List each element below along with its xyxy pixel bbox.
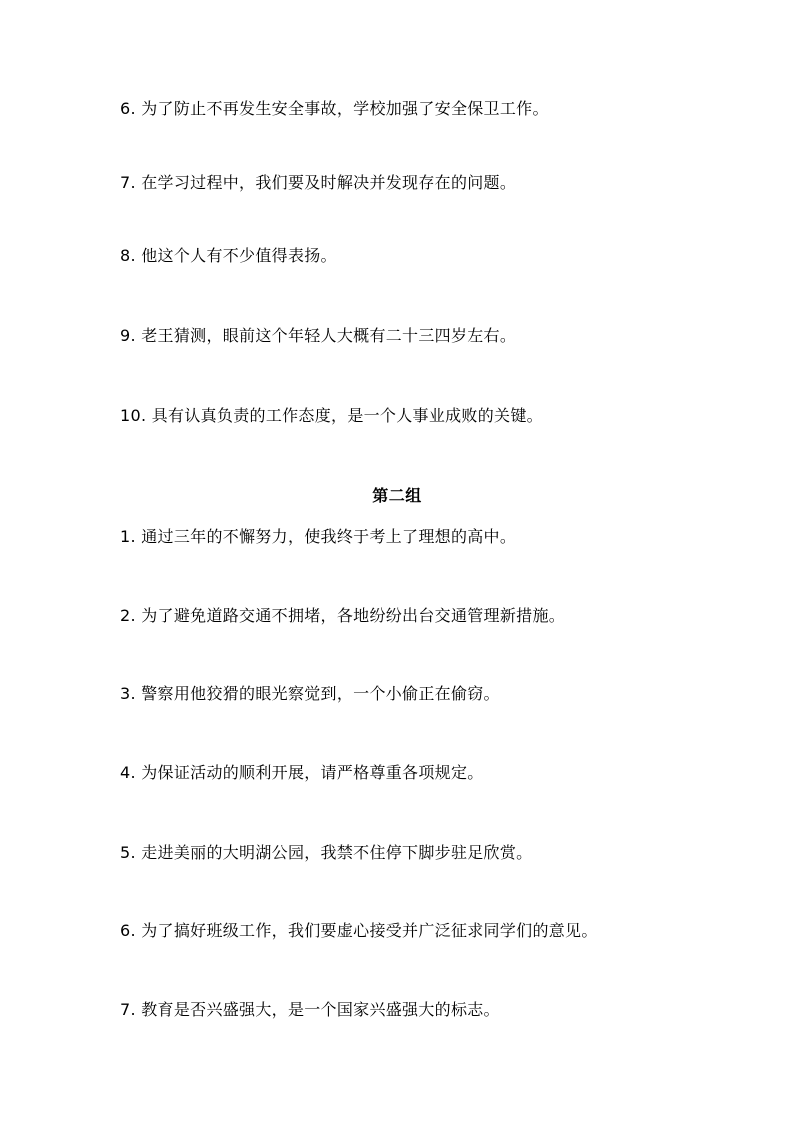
sentence-item-g1-9: 9. 老王猜测，眼前这个年轻人大概有二十三四岁左右。 — [120, 326, 517, 345]
sentence-item-g2-7: 7. 教育是否兴盛强大，是一个国家兴盛强大的标志。 — [120, 1000, 500, 1019]
sentence-item-g1-7: 7. 在学习过程中，我们要及时解决并发现存在的问题。 — [120, 173, 517, 192]
sentence-item-g2-1: 1. 通过三年的不懈努力，使我终于考上了理想的高中。 — [120, 527, 517, 546]
sentence-item-g2-3: 3. 警察用他狡猾的眼光察觉到，一个小偷正在偷窃。 — [120, 684, 500, 703]
section-heading-group2: 第二组 — [372, 486, 422, 505]
sentence-item-g1-6: 6. 为了防止不再发生安全事故，学校加强了安全保卫工作。 — [120, 99, 549, 118]
sentence-item-g1-8: 8. 他这个人有不少值得表扬。 — [120, 246, 337, 265]
sentence-item-g2-4: 4. 为保证活动的顺利开展，请严格尊重各项规定。 — [120, 763, 484, 782]
sentence-item-g2-5: 5. 走进美丽的大明湖公园，我禁不住停下脚步驻足欣赏。 — [120, 843, 533, 862]
sentence-item-g2-2: 2. 为了避免道路交通不拥堵，各地纷纷出台交通管理新措施。 — [120, 606, 566, 625]
sentence-item-g2-6: 6. 为了搞好班级工作，我们要虚心接受并广泛征求同学们的意见。 — [120, 921, 598, 940]
sentence-item-g1-10: 10. 具有认真负责的工作态度，是一个人事业成败的关键。 — [120, 406, 543, 425]
